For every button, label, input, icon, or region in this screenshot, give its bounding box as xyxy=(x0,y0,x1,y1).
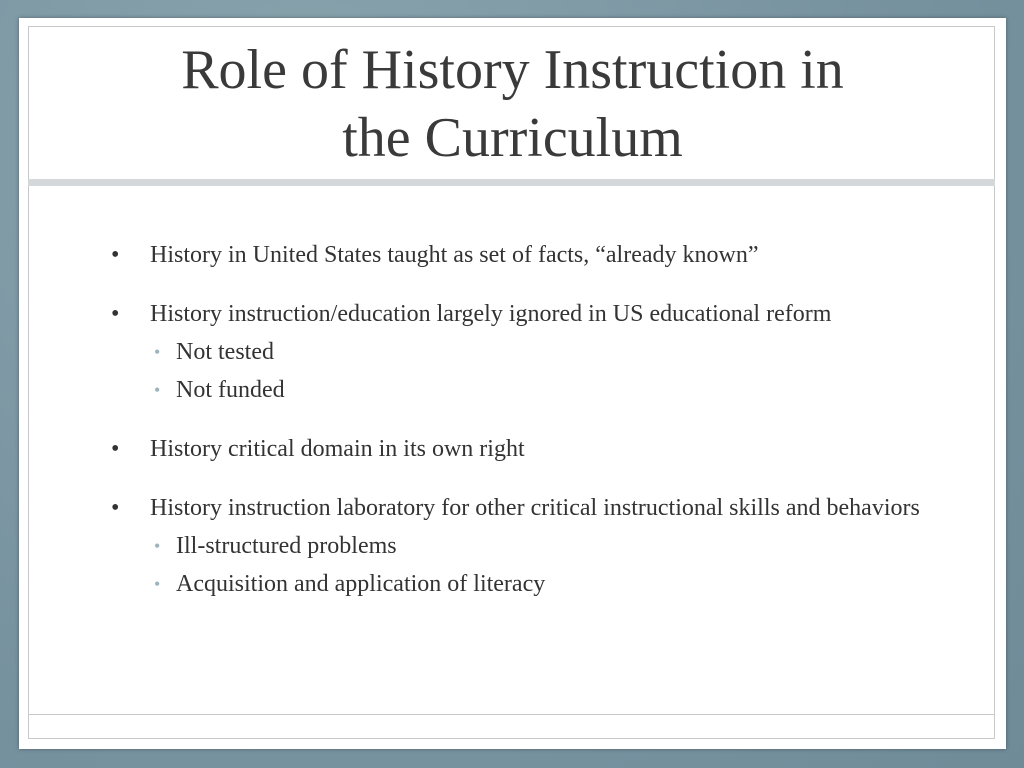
bullet-glyph: • xyxy=(111,436,120,462)
bullet-text: History instruction laboratory for other critical instructional skills and behaviors xyxy=(150,495,920,521)
sub-bullet-text: Ill-structured problems xyxy=(176,533,397,559)
bullet-text: History instruction/education largely ignored in US educational reform xyxy=(150,301,832,327)
sub-bullet-item xyxy=(150,374,931,406)
bullet-glyph: • xyxy=(111,301,120,327)
title-divider xyxy=(28,179,995,186)
footer-divider xyxy=(28,714,995,715)
sub-bullet-list xyxy=(150,336,931,406)
slide-body xyxy=(111,240,931,628)
sub-bullet-item xyxy=(150,336,931,368)
bullet-glyph: • xyxy=(111,242,120,268)
sub-bullet-glyph: • xyxy=(154,536,161,556)
bullet-item xyxy=(111,434,931,465)
bullet-item xyxy=(111,299,931,406)
sub-bullet-text: Not tested xyxy=(176,339,274,365)
slide-title-line-2: the Curriculum xyxy=(342,107,683,169)
bullet-item xyxy=(111,493,931,600)
sub-bullet-text: Acquisition and application of literacy xyxy=(176,571,546,597)
sub-bullet-glyph: • xyxy=(154,574,161,594)
sub-bullet-item xyxy=(150,530,931,562)
bullet-item xyxy=(111,240,931,271)
sub-bullet-item xyxy=(150,568,931,600)
slide-title-line-1: Role of History Instruction in xyxy=(181,39,844,101)
slide xyxy=(19,18,1006,749)
sub-bullet-glyph: • xyxy=(154,380,161,400)
bullet-text: History critical domain in its own right xyxy=(150,436,525,462)
sub-bullet-text: Not funded xyxy=(176,377,285,403)
bullet-text: History in United States taught as set of facts, “already known” xyxy=(150,242,759,268)
bullet-glyph: • xyxy=(111,495,120,521)
sub-bullet-glyph: • xyxy=(154,342,161,362)
sub-bullet-list xyxy=(150,530,931,600)
slide-title xyxy=(59,36,966,172)
